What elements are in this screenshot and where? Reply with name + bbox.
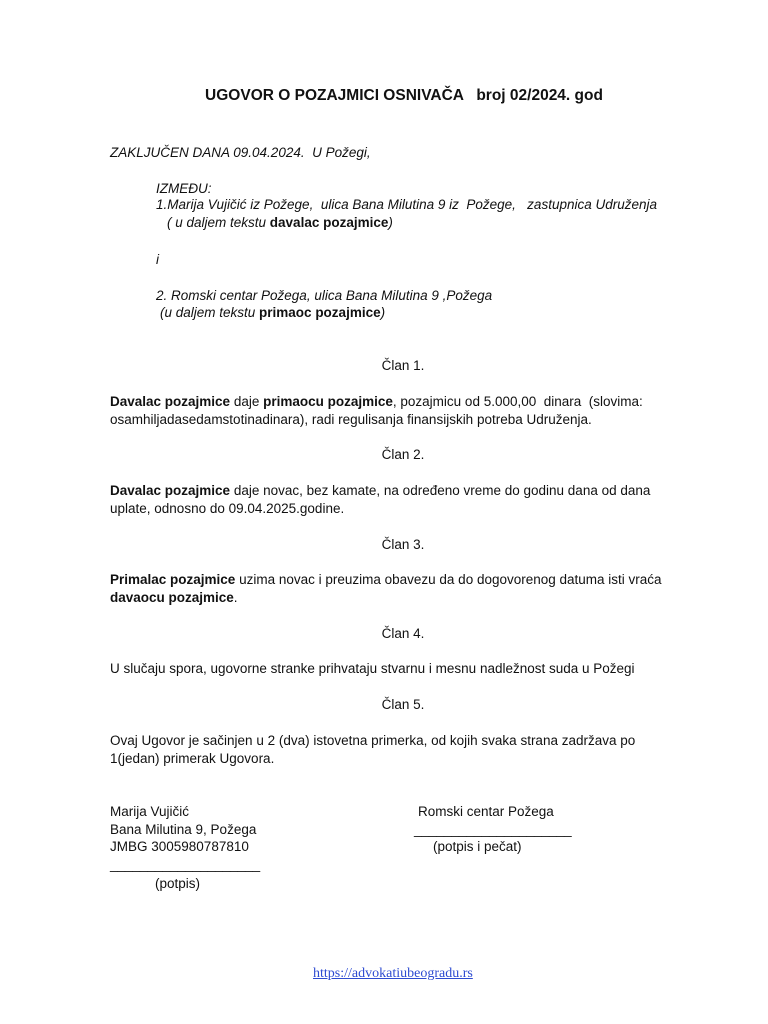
- party1-role: [167, 214, 393, 232]
- article-3-heading: Član 3.: [381, 537, 425, 552]
- article-2-line-1: [110, 482, 650, 500]
- lender-signature-address: Bana Milutina 9, Požega: [110, 822, 257, 837]
- lender-signature-name: Marija Vujičić: [110, 804, 190, 819]
- borrower-term: primaocu pozajmice: [263, 394, 393, 409]
- party2-line: 2. Romski centar Požega, ulica Bana Milutina 9 ,Požega: [156, 288, 493, 303]
- party1-role-suffix: ): [388, 215, 393, 230]
- party1-line: 1.Marija Vujičić iz Požege, ulica Bana Milutina 9 iz Požege, zastupnica Udruženja: [156, 197, 658, 212]
- borrower-term: Primalac pozajmice: [110, 572, 236, 587]
- article-2-line-2: uplate, odnosno do 09.04.2025.godine.: [110, 501, 345, 516]
- article-5-line-1: Ovaj Ugovor je sačinjen u 2 (dva) istovetna primerka, od kojih svaka strana zadržava po: [110, 733, 636, 748]
- party1-role-prefix: ( u daljem tekstu: [167, 215, 270, 230]
- concluded-line: ZAKLJUČEN DANA 09.04.2024. U Požegi,: [110, 145, 371, 160]
- article-3-period: .: [233, 590, 238, 605]
- lender-signature-caption: (potpis): [155, 876, 201, 891]
- lender-term: Davalac pozajmice: [110, 394, 231, 409]
- borrower-signature-name: Romski centar Požega: [418, 804, 554, 819]
- article-3-line-2: [110, 589, 238, 607]
- footer-website-link[interactable]: https://advokatiubeogradu.rs: [313, 966, 473, 981]
- party2-role-prefix: (u daljem tekstu: [160, 305, 260, 320]
- article-3-line-1: [110, 571, 662, 589]
- borrower-signature-caption: (potpis i pečat): [433, 839, 522, 854]
- party2-role-suffix: ): [380, 305, 386, 320]
- article-1-text-a: daje: [230, 394, 264, 409]
- article-5-line-2: 1(jedan) primerak Ugovora.: [110, 751, 275, 766]
- lender-term: davaocu pozajmice: [110, 590, 234, 605]
- and-word: i: [156, 252, 159, 267]
- article-1-line-2: osamhiljadasedamstotinadinara), radi regulisanja finansijskih potreba Udruženja.: [110, 412, 592, 427]
- borrower-signature-line: _____________________: [414, 822, 572, 837]
- document-title: UGOVOR O POZAJMICI OSNIVAČA broj 02/2024. god: [205, 87, 603, 104]
- article-3-text: uzima novac i preuzima obavezu da do dogovorenog datuma isti vraća: [235, 572, 662, 587]
- article-1-text-b: , pozajmicu od 5.000,00 dinara (slovima:: [392, 394, 643, 409]
- article-1-line-1: [110, 393, 643, 411]
- article-4-line-1: U slučaju spora, ugovorne stranke prihvataju stvarnu i mesnu nadležnost suda u Požegi: [110, 661, 635, 676]
- lender-term: Davalac pozajmice: [110, 483, 231, 498]
- lender-signature-jmbg: JMBG 3005980787810: [110, 839, 249, 854]
- party2-role-bold: primaoc pozajmice: [259, 305, 381, 320]
- between-label: IZMEĐU:: [156, 181, 212, 196]
- article-5-heading: Član 5.: [381, 697, 425, 712]
- article-2-text: daje novac, bez kamate, na određeno vreme do godinu dana od dana: [230, 483, 651, 498]
- article-2-heading: Član 2.: [381, 447, 425, 462]
- party1-role-bold: davalac pozajmice: [269, 215, 389, 230]
- article-1-heading: Član 1.: [381, 358, 425, 373]
- party2-role: [160, 304, 385, 322]
- lender-signature-line: ____________________: [110, 857, 261, 872]
- article-4-heading: Član 4.: [381, 626, 425, 641]
